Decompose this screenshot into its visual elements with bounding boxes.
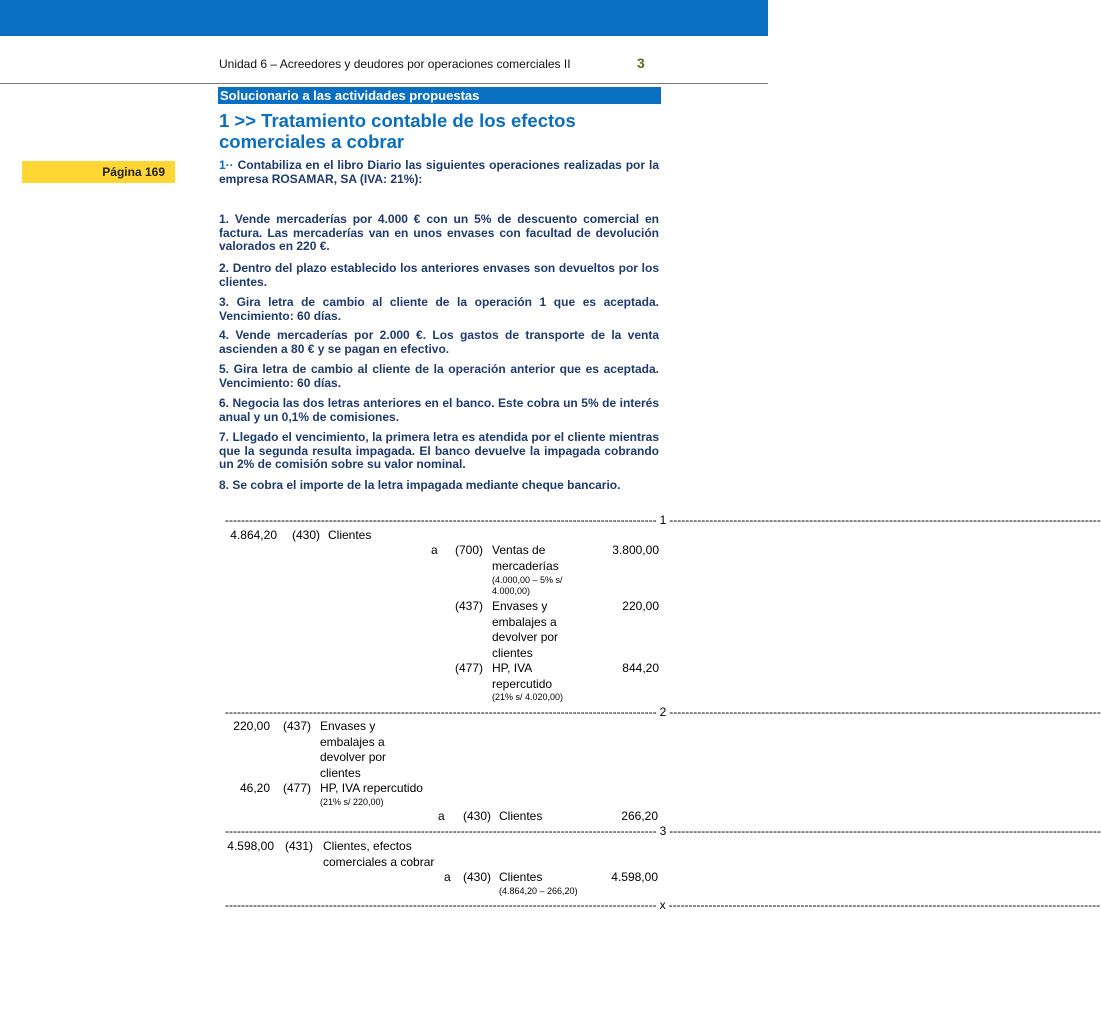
account-name: HP, IVA repercutido (492, 661, 553, 691)
dash-rule: ------------------------------------------------------------------------------------------------------------ (225, 824, 657, 838)
exercise-item: 6. Negocia las dos letras anteriores en el banco. Este cobra un 5% de interés anual y un 0,1% de comisiones. (219, 396, 659, 424)
credit-amount: 3.800,00 (612, 543, 659, 557)
top-color-bar (0, 0, 768, 36)
exercise-item: 1. Vende mercaderías por 4.000 € con un 5% de descuento comercial en factura. Las mercaderías van en unos envases con facultad de devolución valorados en 220 €. (219, 212, 659, 253)
exercise-item: 2. Dentro del plazo establecido los anteriores envases son devueltos por los clientes. (219, 261, 659, 289)
credit-a-marker: a (438, 809, 445, 823)
dash-rule: ------------------------------------------------------------------------------------------------------------ (225, 898, 657, 912)
journal-separator: ------------------------------------------------------------------------------------------------------------ 1 ------------------------------------------------------------------------------------------------------------ (225, 513, 1101, 527)
debit-amount: 4.598,00 (227, 839, 274, 853)
chapter-number: 3 (637, 55, 645, 71)
debit-amount: 220,00 (233, 719, 270, 733)
exercise-item: 5. Gira letra de cambio al cliente de la operación anterior que es aceptada. Vencimiento: 60 días. (219, 362, 659, 390)
account-code: (430) (463, 870, 492, 884)
account-name: Clientes (499, 809, 543, 823)
debit-amount: 4.864,20 (230, 528, 277, 542)
account-name: Clientes (499, 870, 543, 884)
credit-a-marker: a (431, 543, 438, 557)
account-code: (430) (292, 528, 321, 542)
account-code: (477) (283, 781, 312, 795)
account-note: (21% s/ 4.020,00) (492, 692, 564, 702)
exercise-item: 3. Gira letra de cambio al cliente de la operación 1 que es aceptada. Vencimiento: 60 días. (219, 295, 659, 323)
credit-amount: 266,20 (621, 809, 658, 823)
credit-amount: 220,00 (622, 599, 659, 613)
account-name: Ventas de mercaderías (492, 543, 559, 573)
exercise-item: 4. Vende mercaderías por 2.000 €. Los gastos de transporte de la venta ascienden a 80 € y se pagan en efectivo. (219, 328, 659, 356)
credit-amount: 4.598,00 (611, 870, 658, 884)
account-note: (4.864,20 – 266,20) (499, 886, 578, 896)
credit-a-marker: a (444, 870, 451, 884)
journal-separator: ------------------------------------------------------------------------------------------------------------ 3 ------------------------------------------------------------------------------------------------------------ (225, 824, 1101, 838)
exercise-item: 8. Se cobra el importe de la letra impagada mediante cheque bancario. (219, 478, 621, 492)
dash-rule: ------------------------------------------------------------------------------------------------------------ (668, 898, 1101, 912)
account-code: (430) (463, 809, 492, 823)
account-name: HP, IVA repercutido (320, 781, 423, 795)
exercise-intro-text: Contabiliza en el libro Diario las siguientes operaciones realizadas por la empresa ROSAMAR, SA (IVA: 21%): (219, 158, 659, 186)
account-code: (437) (283, 719, 312, 733)
section-title: 1 >> Tratamiento contable de los efectos comerciales a cobrar (219, 110, 576, 152)
account-name: Clientes (328, 528, 372, 542)
account-code: (477) (455, 661, 484, 675)
journal-separator: ------------------------------------------------------------------------------------------------------------ x ------------------------------------------------------------------------------------------------------------ (225, 898, 1101, 912)
dash-rule: ------------------------------------------------------------------------------------------------------------ (225, 705, 657, 719)
account-code: (431) (285, 839, 314, 853)
account-code: (700) (455, 543, 484, 557)
header-divider (0, 83, 768, 84)
account-note: (4.000,00 – 5% s/ 4.000,00) (492, 575, 563, 596)
exercise-number: 1·· (219, 158, 234, 172)
dash-rule: ------------------------------------------------------------------------------------------------------------ (225, 513, 657, 527)
exercise-intro (219, 159, 659, 186)
account-note: (21% s/ 220,00) (320, 797, 384, 807)
account-name: Clientes, efectos comerciales a cobrar (323, 839, 435, 869)
journal-separator: ------------------------------------------------------------------------------------------------------------ 2 ------------------------------------------------------------------------------------------------------------ (225, 705, 1101, 719)
page-label: Página 169 (22, 161, 175, 183)
debit-amount: 46,20 (239, 781, 270, 795)
dash-rule: ------------------------------------------------------------------------------------------------------------ (669, 705, 1101, 719)
dash-rule: ------------------------------------------------------------------------------------------------------------ (669, 824, 1101, 838)
exercise-item: 7. Llegado el vencimiento, la primera letra es atendida por el cliente mientras que la segunda resulta impagada. El banco devuelve la impagada cobrando un 2% de comisión sobre su valor nominal. (219, 430, 659, 471)
section-band: Solucionario a las actividades propuestas (218, 87, 661, 104)
account-name: Envases y embalajes a devolver por clientes (492, 599, 559, 660)
unit-title: Unidad 6 – Acreedores y deudores por operaciones comerciales II (219, 57, 571, 71)
dash-rule: ------------------------------------------------------------------------------------------------------------ (669, 513, 1101, 527)
account-name: Envases y embalajes a devolver por clientes (320, 719, 387, 780)
credit-amount: 844,20 (622, 661, 659, 675)
account-code: (437) (455, 599, 484, 613)
